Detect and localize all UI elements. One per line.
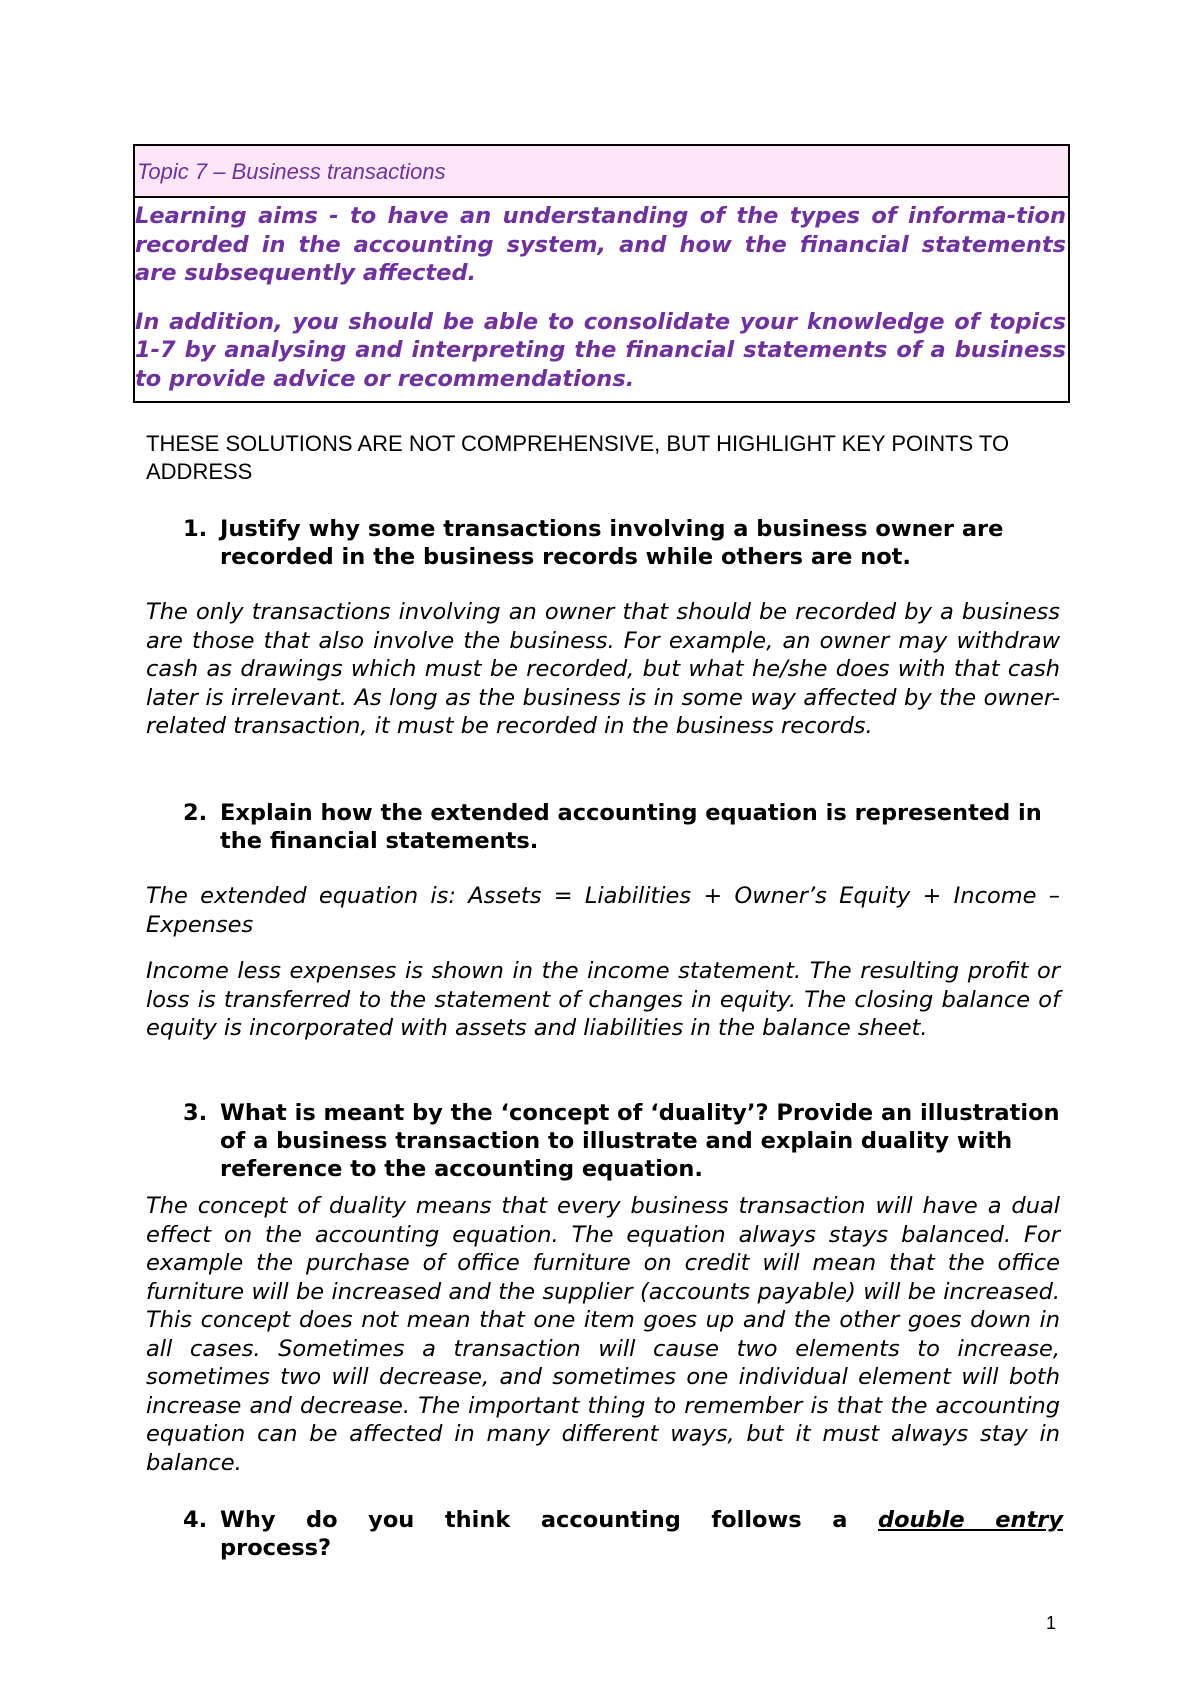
- question-number: 4.: [183, 1507, 208, 1533]
- double-entry-emphasis: double entry: [877, 1507, 1063, 1533]
- question-text: Justify why some transactions involving a business owner are recorded in the business records while others are not.: [220, 516, 1004, 570]
- question-3: [183, 1099, 1063, 1183]
- answer-paragraph: Income less expenses is shown in the income statement. The resulting profit or loss is transferred to the statement of changes in equity. The closing balance of equity is incorporated with assets and liabilities in the balance sheet.: [146, 958, 1060, 1041]
- page-number: 1: [1046, 1613, 1057, 1633]
- question-text-after: process?: [220, 1535, 332, 1561]
- answer-paragraph: The concept of duality means that every business transaction will have a dual effect on the accounting equation. The equation always stays balanced. For example the purchase of office furniture on credit will mean that the office furniture will be increased and the supplier (accounts payable) will be increased. This concept does not mean that one item goes up and the other goes down in all cases. Sometimes a transaction will cause two elements to increase, sometimes two will decrease, and sometimes one individual element will both increase and decrease. The important thing to remember is that the accounting equation can be affected in many different ways, but it must always stay in balance.: [146, 1193, 1060, 1476]
- question-text: Explain how the extended accounting equation is represented in the financial statements.: [220, 800, 1042, 854]
- question-1: [183, 515, 1063, 571]
- answer-3: [146, 1192, 1060, 1477]
- solutions-notice: THESE SOLUTIONS ARE NOT COMPREHENSIVE, BUT HIGHLIGHT KEY POINTS TO ADDRESS: [146, 431, 1010, 484]
- learning-aims-paragraph-1: Learning aims - to have an understanding of the types of informa-tion recorded in the accounting system, and how the financial statements are subsequently affected.: [135, 203, 1066, 286]
- answer-paragraph: The only transactions involving an owner that should be recorded by a business are those that also involve the business. For example, an owner may withdraw cash as drawings which must be recorded, but what he/she does with that cash later is irrelevant. As long as the business is in some way affected by the owner-related transaction, it must be recorded in the business records.: [146, 599, 1060, 739]
- question-text: What is meant by the ‘concept of ‘duality’? Provide an illustration of a business transaction to illustrate and explain duality with reference to the accounting equation.: [220, 1100, 1060, 1182]
- answer-1: [146, 598, 1060, 741]
- topic-box: [133, 144, 1070, 403]
- learning-aims-paragraph-2: In addition, you should be able to consolidate your knowledge of topics 1-7 by analysing and interpreting the financial statements of a business to provide advice or recommendations.: [135, 308, 1066, 392]
- learning-aims: [135, 198, 1068, 401]
- question-number: 2.: [183, 800, 208, 826]
- answer-2: [146, 882, 1060, 1043]
- topic-title: Topic 7 – Business transactions: [135, 146, 1068, 198]
- question-number: 1.: [183, 516, 208, 542]
- question-4: [183, 1506, 1063, 1562]
- question-text: [220, 1506, 1063, 1534]
- question-text-before: Why do you think accounting follows a: [220, 1507, 848, 1533]
- question-2: [183, 799, 1063, 855]
- question-number: 3.: [183, 1100, 208, 1126]
- answer-paragraph: The extended equation is: Assets = Liabilities + Owner’s Equity + Income – Expenses: [146, 883, 1060, 938]
